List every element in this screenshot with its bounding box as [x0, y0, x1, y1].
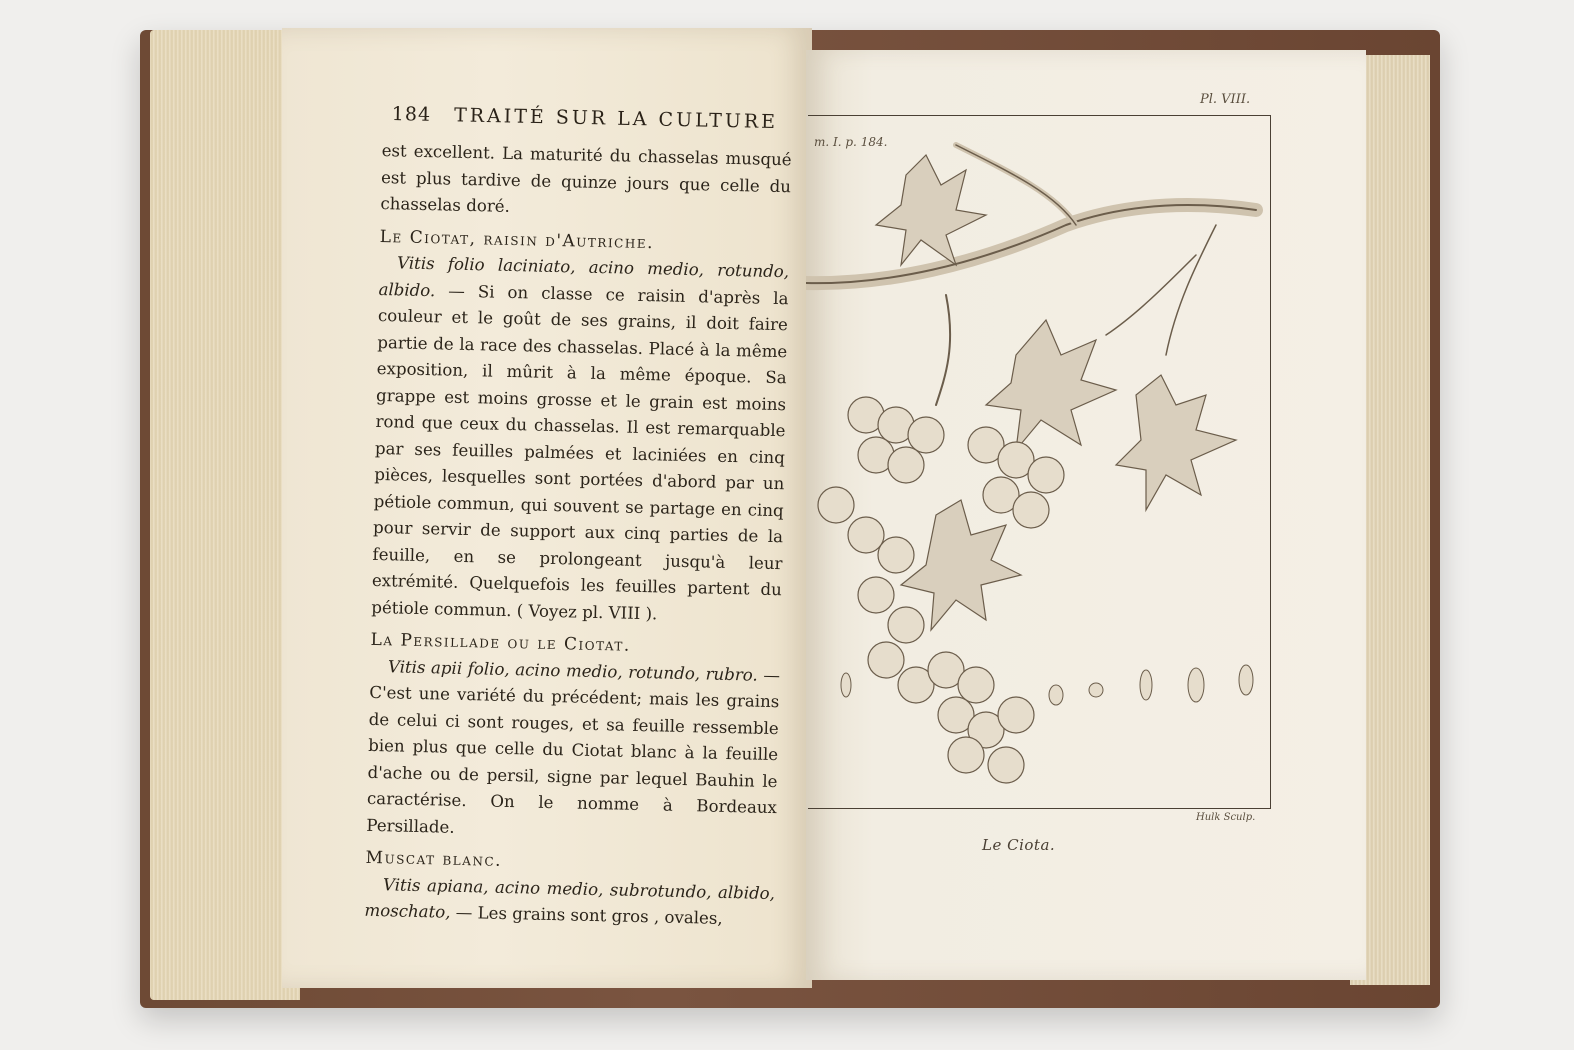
- entry-description: [366, 653, 780, 848]
- vine-leaf: [1116, 375, 1236, 510]
- flower-part: [1188, 668, 1204, 702]
- grape: [948, 737, 984, 773]
- entry-description: [371, 250, 789, 630]
- page-text: [364, 138, 792, 934]
- flower-part: [1049, 685, 1063, 705]
- latin-name: Vitis apiana, acino medio, subrotundo, albido, moschato,: [364, 874, 776, 922]
- grape: [818, 487, 854, 523]
- paragraph: — Les grains sont gros , ovales,: [455, 902, 723, 928]
- vine-leaf: [901, 500, 1021, 630]
- running-head-title: TRAITÉ SUR LA CULTURE: [453, 104, 779, 134]
- plate-number: Pl. VIII.: [1200, 92, 1251, 107]
- left-page: [282, 28, 812, 988]
- grape: [858, 577, 894, 613]
- stem: [936, 295, 950, 405]
- running-head: [392, 103, 792, 133]
- flower-part: [1140, 670, 1152, 700]
- tendril: [1166, 225, 1216, 355]
- grape: [878, 537, 914, 573]
- grape-engraving: [806, 115, 1270, 807]
- vine-branch: [806, 205, 1256, 283]
- paragraph: — Si on classe ce raisin d'après la couleur et le goût de ses grains, il doit faire partie de la race des chasselas. Placé à la même exposition, il mûrit à la même époque. Sa grappe est moins grosse et le grain est moins rond que ceux du chasselas. Il est remarquable par ses feuilles palmées et laciniées en cinq pièces, lesquelles sont portées d'abord par un pétiole commun, qui souvent se partage en cinq pour servir de support aux cinq parties de la feuille, en se prolongeant jusqu'à leur extrémité. Quelquefois les feuilles partent du pétiole commun. ( Voyez pl. VIII ).: [371, 281, 789, 623]
- left-page-edges: [150, 30, 300, 1000]
- grape: [888, 447, 924, 483]
- paragraph: — C'est une variété du précédent; mais les grains de celui ci sont rouges, et sa feuille ressemble bien plus que celle du Ciotat blanc à la feuille d'ache ou de persil, signe par lequel Bauhin le caractérise. On le nomme à Bordeaux Persillade.: [366, 665, 781, 837]
- flower-part: [1089, 683, 1103, 697]
- flower-part: [841, 673, 851, 697]
- grape: [1013, 492, 1049, 528]
- tendril: [1106, 255, 1196, 335]
- grape: [988, 747, 1024, 783]
- entry-description: [364, 871, 775, 933]
- grape: [868, 642, 904, 678]
- grape: [848, 517, 884, 553]
- vine-leaf: [876, 155, 986, 265]
- section-heading: La Persillade ou le Ciotat.: [370, 629, 632, 656]
- grape: [1028, 457, 1064, 493]
- plate-reference: m. I. p. 184.: [814, 135, 888, 149]
- section-heading: Muscat blanc.: [365, 847, 503, 871]
- flower-part: [1239, 665, 1253, 695]
- plate-caption: Le Ciota.: [982, 836, 1056, 854]
- vine-leaf: [986, 320, 1116, 450]
- grape: [888, 607, 924, 643]
- grape: [908, 417, 944, 453]
- section-heading: Le Ciotat, raisin d'Autriche.: [379, 226, 655, 253]
- paragraph: est excellent. La maturité du chasselas musqué est plus tardive de quinze jours que celle du chasselas doré.: [380, 140, 792, 216]
- latin-name: Vitis apii folio, acino medio, rotundo, rubro.: [387, 656, 758, 685]
- engraver-signature: Hulk Sculp.: [1196, 812, 1256, 823]
- latin-name: Vitis folio laciniato, acino medio, rotundo, albido.: [378, 253, 790, 300]
- grape: [998, 697, 1034, 733]
- page-number: 184: [391, 103, 432, 126]
- grape: [958, 667, 994, 703]
